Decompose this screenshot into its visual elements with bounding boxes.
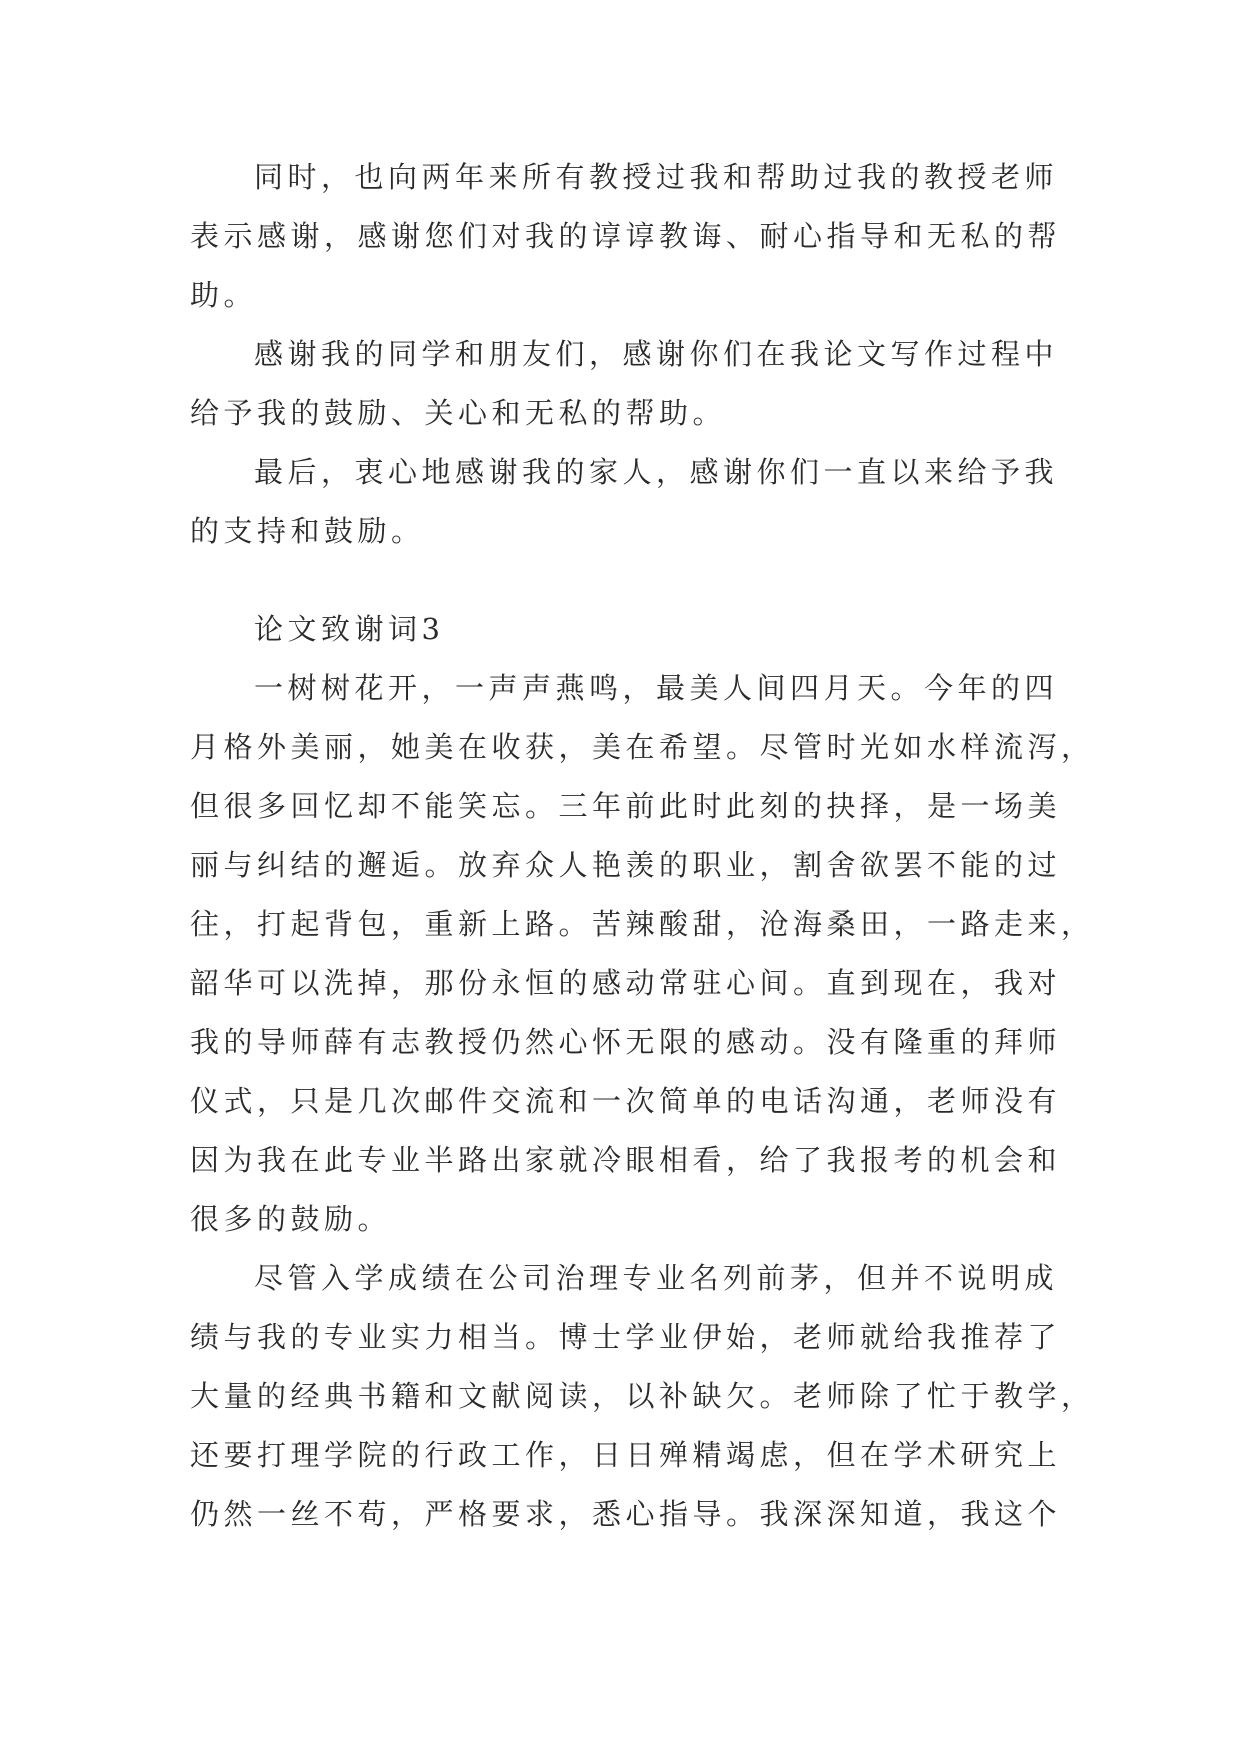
text-line: 但很多回忆却不能笑忘。三年前此时此刻的抉择，是一场美 (190, 789, 1062, 823)
text-line: 韶华可以洗掉，那份永恒的感动常驻心间。直到现在，我对 (190, 966, 1062, 1000)
text-line: 仪式，只是几次邮件交流和一次简单的电话沟通，老师没有 (190, 1084, 1062, 1118)
paragraph-teachers-thanks (190, 148, 1062, 325)
paragraph-academic-guidance (190, 1249, 1095, 1544)
text-line: 感谢我的同学和朋友们，感谢你们在我论文写作过程中 (254, 337, 1059, 371)
paragraph-classmates-thanks (190, 325, 1059, 443)
text-line: 一树树花开，一声声燕鸣，最美人间四月天。今年的四 (254, 671, 1059, 705)
text-line: 同时，也向两年来所有教授过我和帮助过我的教授老师 (254, 160, 1059, 194)
text-line: 很多的鼓励。 (190, 1202, 392, 1236)
text-line: 表示感谢，感谢您们对我的谆谆教诲、耐心指导和无私的帮 (190, 219, 1062, 253)
acknowledgement-section-3 (190, 600, 1095, 1544)
text-line: 还要打理学院的行政工作，日日殚精竭虑，但在学术研究上 (190, 1438, 1062, 1472)
paragraph-advisor-gratitude (190, 659, 1095, 1249)
text-line: 仍然一丝不苟，严格要求，悉心指导。我深深知道，我这个 (190, 1497, 1062, 1531)
text-line: 大量的经典书籍和文献阅读，以补缺欠。老师除了忙于教学， (190, 1379, 1095, 1413)
text-line: 丽与纠结的邂逅。放弃众人艳羡的职业，割舍欲罢不能的过 (190, 848, 1062, 882)
text-line: 月格外美丽，她美在收获，美在希望。尽管时光如水样流泻， (190, 730, 1095, 764)
text-line: 给予我的鼓励、关心和无私的帮助。 (190, 396, 727, 430)
text-line: 因为我在此专业半路出家就冷眼相看，给了我报考的机会和 (190, 1143, 1062, 1177)
acknowledgement-continuation (190, 148, 1062, 561)
text-line: 绩与我的专业实力相当。博士学业伊始，老师就给我推荐了 (190, 1320, 1062, 1354)
section-heading: 论文致谢词3 (254, 612, 445, 646)
text-line: 的支持和鼓励。 (190, 514, 425, 548)
text-line: 最后，衷心地感谢我的家人，感谢你们一直以来给予我 (254, 455, 1059, 489)
paragraph-family-thanks (190, 443, 1059, 561)
text-line: 我的导师薛有志教授仍然心怀无限的感动。没有隆重的拜师 (190, 1025, 1062, 1059)
text-line: 尽管入学成绩在公司治理专业名列前茅，但并不说明成 (254, 1261, 1059, 1295)
text-line: 往，打起背包，重新上路。苦辣酸甜，沧海桑田，一路走来， (190, 907, 1095, 941)
text-line: 助。 (190, 278, 258, 312)
